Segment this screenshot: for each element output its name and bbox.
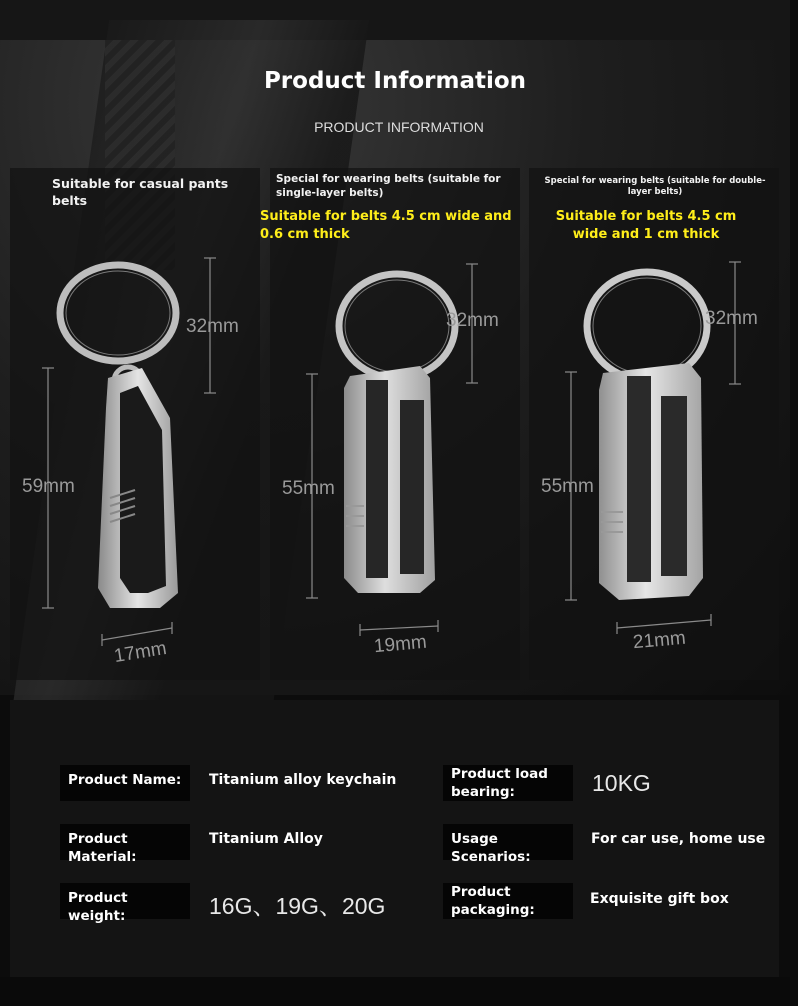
page-subtitle: PRODUCT INFORMATION xyxy=(314,119,484,135)
product-card-2 xyxy=(260,168,520,680)
height-dimension-2: 55mm xyxy=(282,478,335,499)
product-3-highlight: Suitable for belts 4.5 cm wide and 1 cm thick xyxy=(555,209,737,242)
product-card-1 xyxy=(10,168,260,680)
width-dimension-3: 21mm xyxy=(632,627,687,654)
specs-panel xyxy=(10,700,779,977)
ring-dimension-3: 32mm xyxy=(705,308,758,329)
height-dimension-3: 55mm xyxy=(541,476,594,497)
key-ring-2 xyxy=(339,274,455,378)
product-1-caption: Suitable for casual pants belts xyxy=(52,176,229,208)
product-2-highlight: Suitable for belts 4.5 cm wide and 0.6 cm thick xyxy=(260,209,512,242)
ring-dimension-1: 32mm xyxy=(186,316,239,337)
spec-weight-value: 16G、19G、20G xyxy=(209,893,386,919)
product-3-caption: Special for wearing belts (suitable for double-layer belts) xyxy=(544,176,766,198)
spec-material-label: Product Material: xyxy=(60,824,190,860)
width-dimension-2: 19mm xyxy=(373,631,428,658)
keychain-1-image xyxy=(10,168,260,680)
spec-name-value: Titanium alloy keychain xyxy=(209,772,397,788)
spec-packaging-label: Product packaging: xyxy=(443,883,573,919)
keychain-3-image xyxy=(529,168,779,680)
spec-load-label: Product load bearing: xyxy=(443,765,573,801)
spec-name-label: Product Name: xyxy=(60,765,190,801)
spec-usage-value: For car use, home use xyxy=(591,831,766,847)
key-ring-1 xyxy=(60,265,176,361)
width-dimension-1: 17mm xyxy=(112,638,169,668)
spec-usage-label: Usage Scenarios: xyxy=(443,824,573,860)
ring-dimension-2: 32mm xyxy=(446,310,499,331)
spec-packaging-value: Exquisite gift box xyxy=(590,891,729,907)
spec-weight-label: Product weight: xyxy=(60,883,190,919)
spec-material-value: Titanium Alloy xyxy=(209,831,323,847)
bottom-bar xyxy=(0,977,790,1006)
product-card-3 xyxy=(529,168,779,680)
product-2-caption: Special for wearing belts (suitable for single-layer belts) xyxy=(276,173,501,200)
height-dimension-1: 59mm xyxy=(22,476,75,497)
page-title: Product Information xyxy=(263,68,527,94)
keychain-2-image xyxy=(270,168,520,680)
spec-load-value: 10KG xyxy=(592,770,651,796)
